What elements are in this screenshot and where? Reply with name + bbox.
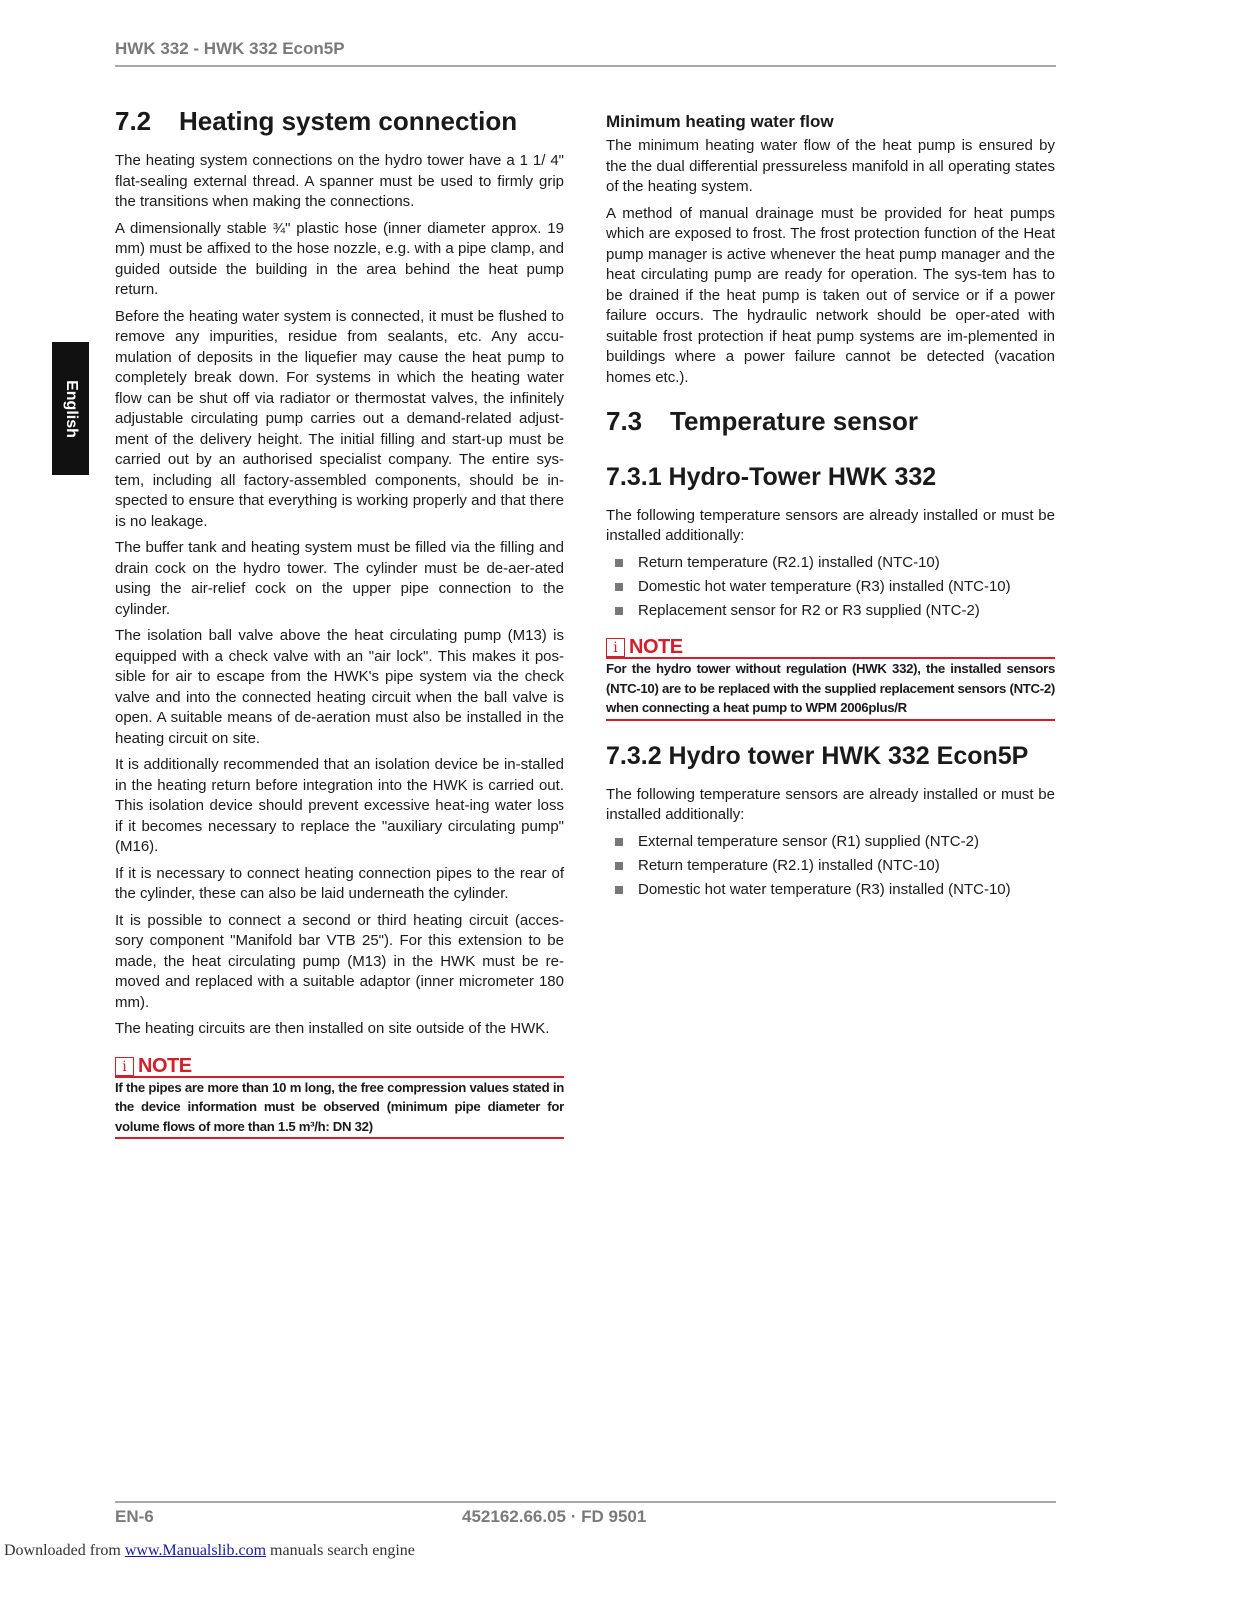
section-title: Temperature sensor	[670, 406, 919, 437]
paragraph: The minimum heating water flow of the heat pump is ensured by the the dual differential pressureless manifold in all operating states of the heating system.	[606, 137, 1055, 196]
paragraph: It is possible to connect a second or third heating circuit (acces-sory component "Manifold bar VTB 25"). For this extension to be made, the heat circulating pump (M13) in the HWK must be re-moved and replaced with a suitable adaptor (inner micrometer 180 mm).	[115, 911, 564, 1011]
note-label: NOTE	[629, 636, 683, 659]
note-label: NOTE	[138, 1054, 192, 1077]
sensor-list	[606, 553, 1055, 622]
page-number: EN-6	[115, 1507, 154, 1526]
note-header	[115, 1056, 564, 1076]
section-heading-7-2	[115, 106, 564, 137]
paragraph: A method of manual drainage must be provided for heat pumps which are exposed to frost. The frost protection function of the Heat pump manager is active whenever the heat pump manager and the heat circulating pump are ready for operation. The sys-tem has to be drained if the heat pump is taken out of service or if a power failure occurs. The hydraulic network should be oper-ated with suitable frost protection if heat pump systems are im-plemented in buildings where a power failure cannot be detected (vacation homes etc.).	[606, 204, 1055, 386]
paragraph: It is additionally recommended that an isolation device be in-stalled in the heating return before integration into the HWK is carried out. This isolation device should prevent excessive heat-ing water loss if it becomes necessary to replace the "auxiliary circulating pump" (M16).	[115, 756, 564, 856]
min-flow-heading: Minimum heating water flow	[606, 112, 834, 131]
list-item: Replacement sensor for R2 or R3 supplied (NTC-2)	[606, 601, 1055, 622]
paragraph: The following temperature sensors are already installed or must be installed additionally:	[606, 506, 1055, 545]
paragraph: The buffer tank and heating system must be filled via the filling and drain cock on the hydro tower. The cylinder must be de-aer-ated using the air-relief cock on the upper pipe connection to the cylinder.	[115, 539, 564, 618]
note-header	[606, 637, 1055, 657]
paragraph: The heating system connections on the hydro tower have a 1 1/ 4" flat-sealing external thread. A spanner must be used to firmly grip the transitions when making the connections.	[115, 152, 564, 211]
download-suffix: manuals search engine	[270, 1542, 415, 1559]
info-icon: i	[115, 1057, 134, 1076]
document-header-title: HWK 332 - HWK 332 Econ5P	[115, 39, 345, 58]
paragraph: The heating circuits are then installed on site outside of the HWK.	[115, 1020, 550, 1038]
right-column	[606, 112, 1055, 904]
document-id: 452162.66.05 · FD 9501	[462, 1507, 647, 1526]
paragraph: The following temperature sensors are already installed or must be installed additionally:	[606, 785, 1055, 824]
paragraph: A dimensionally stable ¾" plastic hose (inner diameter approx. 19 mm) must be affixed to the hose nozzle, e.g. with a pipe clamp, and guided outside the building in the area behind the heat pump return.	[115, 219, 564, 299]
section-heading-7-3	[606, 406, 1055, 437]
list-item: External temperature sensor (R1) supplied (NTC-2)	[606, 832, 1055, 853]
list-item: Domestic hot water temperature (R3) installed (NTC-10)	[606, 880, 1055, 901]
paragraph: The isolation ball valve above the heat circulating pump (M13) is equipped with a check valve with an "air lock". This makes it pos-sible for air to escape from the HWK's pipe system via the check valve and into the connected heating circuit when the ball valve is open. A suitable means of de-aeration must also be installed in the heating circuit on site.	[115, 627, 564, 747]
language-tab-label: English	[62, 379, 80, 438]
download-prefix: Downloaded from	[4, 1542, 121, 1559]
note-text: If the pipes are more than 10 m long, the free compression values stated in the device information must be observed (minimum pipe diameter for volume flows of more than 1.5 m³/h: DN 32)	[115, 1076, 564, 1140]
section-title: Heating system connection	[179, 106, 518, 136]
footer-rule	[115, 1501, 1056, 1503]
note-text: For the hydro tower without regulation (HWK 332), the installed sensors (NTC-10) are to be replaced with the supplied replacement sensors (NTC-2) when connecting a heat pump to WPM 2006plus/R	[606, 657, 1055, 721]
info-icon: i	[606, 638, 625, 657]
paragraph: Before the heating water system is connected, it must be flushed to remove any impurities, residue from sealants, etc. Any accu-mulation of deposits in the liquefier may cause the heat pump to completely break down. For systems in which the heating water flow can be shut off via radiator or thermostat valves, the infinitely adjustable circulating pump carries out a demand-related adjust-ment of the delivery height. The initial filling and start-up must be carried out by an authorised specialist company. The entire sys-tem, including all factory-assembled components, should be in-spected to ensure that everything is working properly and that there is no leakage.	[115, 307, 564, 530]
list-item: Return temperature (R2.1) installed (NTC-10)	[606, 553, 1055, 574]
subsection-heading-7-3-1: 7.3.1 Hydro-Tower HWK 332	[606, 462, 937, 491]
language-tab	[52, 342, 89, 475]
note-box	[606, 637, 1055, 721]
subsection-heading-7-3-2: 7.3.2 Hydro tower HWK 332 Econ5P	[606, 741, 1029, 770]
list-item: Domestic hot water temperature (R3) installed (NTC-10)	[606, 577, 1055, 598]
manualslib-link[interactable]: www.Manualslib.com	[124, 1542, 267, 1559]
left-column	[115, 106, 564, 1139]
section-number: 7.2	[115, 106, 152, 136]
header-rule	[115, 65, 1056, 67]
note-box	[115, 1056, 564, 1140]
sensor-list	[606, 832, 1055, 901]
download-bar	[4, 1542, 415, 1560]
paragraph: If it is necessary to connect heating connection pipes to the rear of the cylinder, these can also be laid underneath the cylinder.	[115, 864, 564, 903]
list-item: Return temperature (R2.1) installed (NTC-10)	[606, 856, 1055, 877]
section-number: 7.3	[606, 406, 643, 437]
